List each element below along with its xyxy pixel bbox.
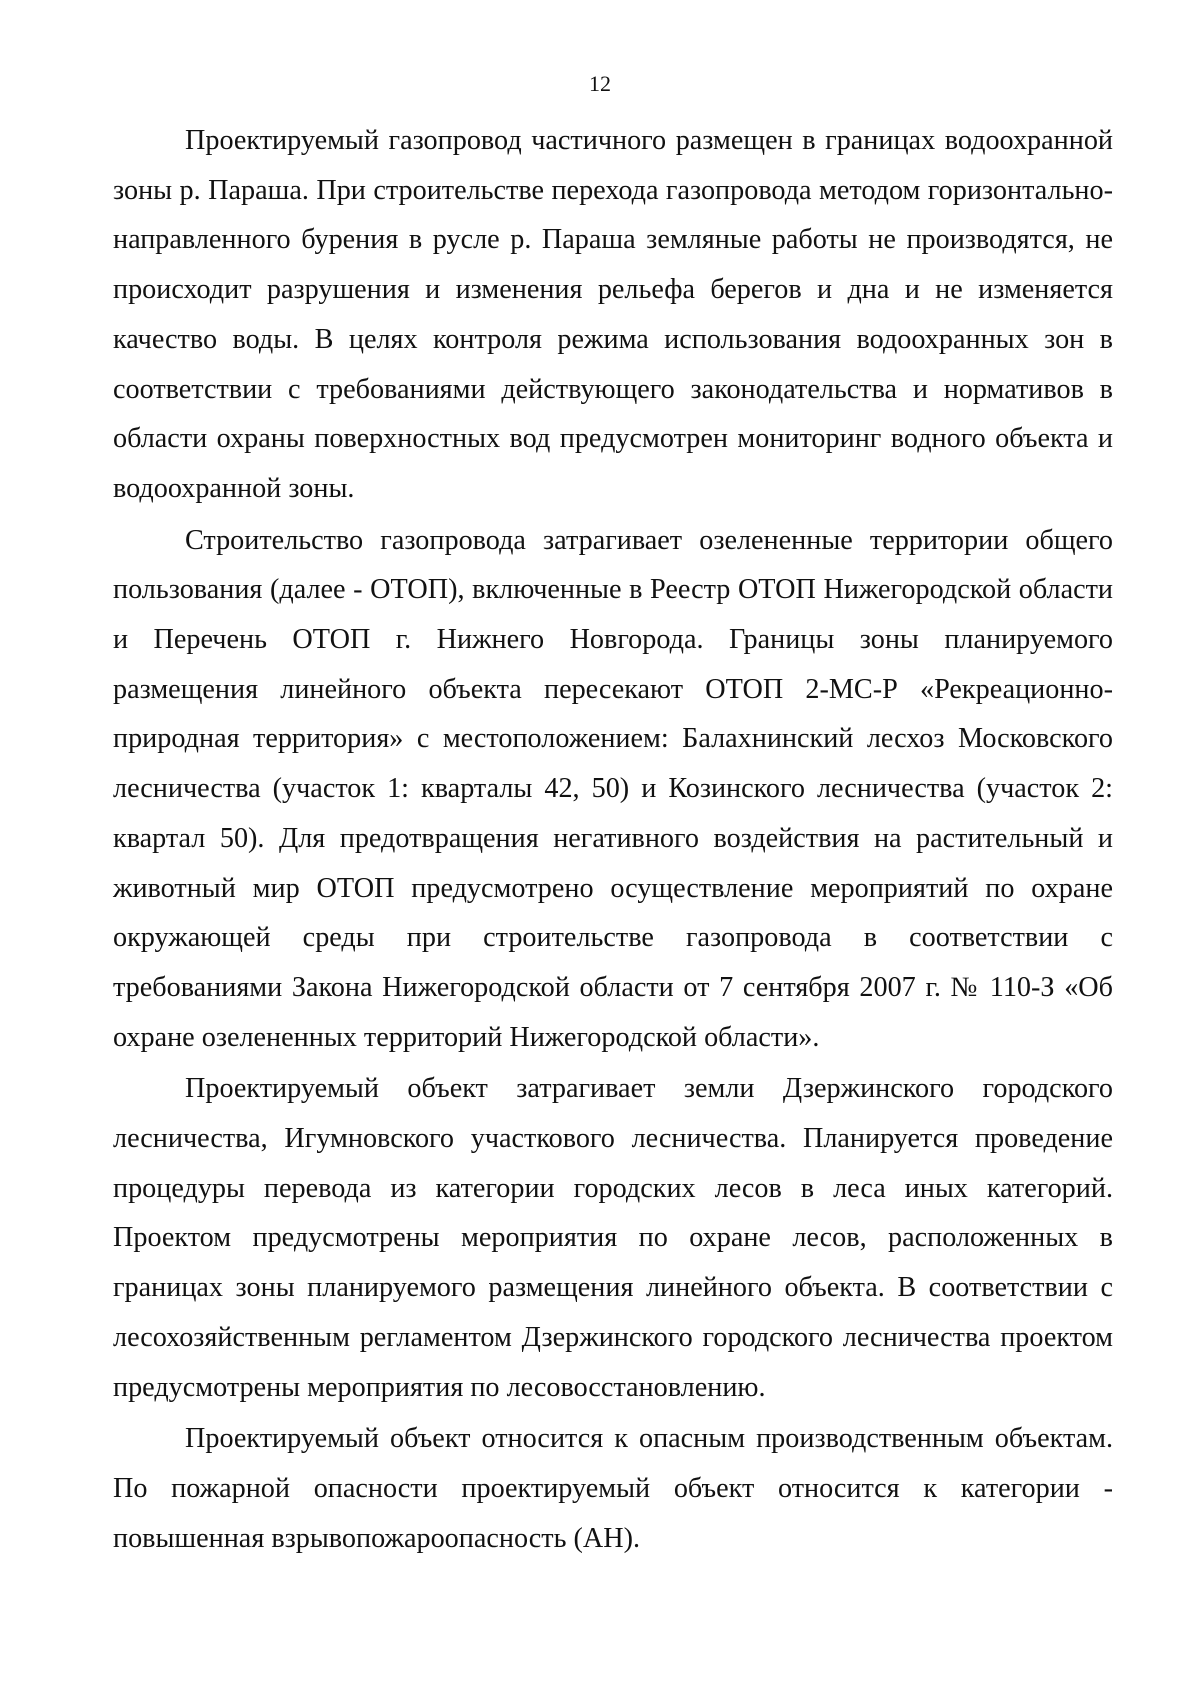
paragraph-forestry-lands: Проектируемый объект затрагивает земли Дзержинского городского лесничества, Игумновского участкового лесничества. Планируется проведение процедуры перевода из категории городских лесов в леса иных категорий. Проектом предусмотрены мероприятия по охране лесов, расположенных в границах зоны планируемого размещения линейного объекта. В соответствии с лесохозяйственным регламентом Дзержинского городского лесничества проектом предусмотрены мероприятия по лесовосстановлению. bbox=[113, 1073, 1113, 1403]
paragraph-hazard-category: Проектируемый объект относится к опасным производственным объектам. По пожарной опасности проектируемый объект относится к категории - повышенная взрывопожароопасность (АН). bbox=[113, 1423, 1113, 1554]
paragraph-green-territories: Строительство газопровода затрагивает озелененные территории общего пользования (далее - ОТОП), включенные в Реестр ОТОП Нижегородской области и Перечень ОТОП г. Нижнего Новгорода. Границы зоны планируемого размещения линейного объекта пересекают ОТОП 2-МС-Р «Рекреационно-природная территория» с местоположением: Балахнинский лесхоз Московского лесничества (участок 1: кварталы 42, 50) и Козинского лесничества (участок 2: квартал 50). Для предотвращения негативного воздействия на растительный и животный мир ОТОП предусмотрено осуществление мероприятий по охране окружающей среды при строительстве газопровода в соответствии с требованиями Закона Нижегородской области от 7 сентября 2007 г. № 110-З «Об охране озелененных территорий Нижегородской области». bbox=[113, 524, 1113, 1053]
document-body bbox=[113, 116, 1113, 1563]
paragraph-water-protection-zone: Проектируемый газопровод частичного размещен в границах водоохранной зоны р. Параша. При строительстве перехода газопровода методом горизонтально-направленного бурения в русле р. Параша земляные работы не производятся, не происходит разрушения и изменения рельефа берегов и дна и не изменяется качество воды. В целях контроля режима использования водоохранных зон в соответствии с требованиями действующего законодательства и нормативов в области охраны поверхностных вод предусмотрен мониторинг водного объекта и водоохранной зоны. bbox=[113, 125, 1113, 504]
page-number: 12 bbox=[589, 71, 611, 96]
